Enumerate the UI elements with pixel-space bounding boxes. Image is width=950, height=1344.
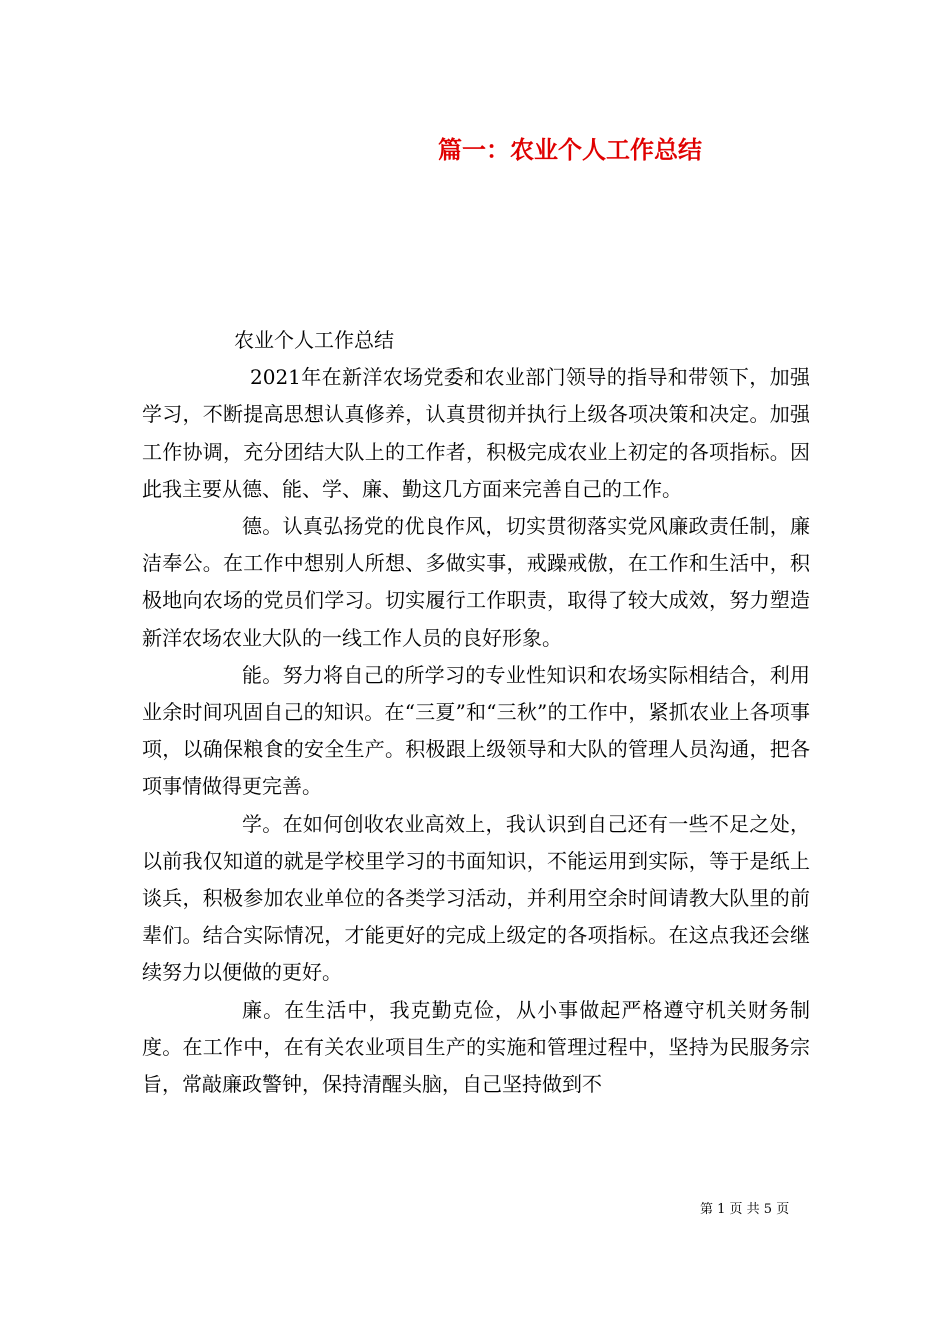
page-title: 篇一：农业个人工作总结 [438,135,702,164]
document-subtitle: 农业个人工作总结 [234,328,394,352]
paragraph-intro: 2021年在新洋农场党委和农业部门领导的指导和带领下，加强学习，不断提高思想认真修养，认真贯彻并执行上级各项决策和决定。加强工作协调，充分团结大队上的工作者，积极完成农业上初定的各项指标。因此我主要从德、能、学、廉、勤这几方面来完善自己的工作。 [142,365,810,501]
paragraph-de: 德。认真弘扬党的优良作风，切实贯彻落实党风廉政责任制，廉洁奉公。在工作中想别人所想、多做实事，戒躁戒傲，在工作和生活中，积极地向农场的党员们学习。切实履行工作职责，取得了较大成效，努力塑造新洋农场农业大队的一线工作人员的良好形象。 [142,514,810,650]
page-number-footer: 第 1 页 共 5 页 [700,1202,790,1217]
paragraph-lian: 廉。在生活中，我克勤克俭，从小事做起严格遵守机关财务制度。在工作中，在有关农业项目生产的实施和管理过程中，坚持为民服务宗旨，常敲廉政警钟，保持清醒头脑，自己坚持做到不 [142,997,810,1097]
paragraph-neng: 能。努力将自己的所学习的专业性知识和农场实际相结合，利用业余时间巩固自己的知识。在“三夏”和“三秋”的工作中，紧抓农业上各项事项，以确保粮食的安全生产。积极跟上级领导和大队的管理人员沟通，把各项事情做得更完善。 [142,662,810,799]
paragraph-xue: 学。在如何创收农业高效上，我认识到自己还有一些不足之处，以前我仅知道的就是学校里学习的书面知识，不能运用到实际，等于是纸上谈兵，积极参加农业单位的各类学习活动，并利用空余时间请教大队里的前辈们。结合实际情况，才能更好的完成上级定的各项指标。在这点我还会继续努力以便做的更好。 [142,811,810,985]
document-body [142,322,810,1103]
